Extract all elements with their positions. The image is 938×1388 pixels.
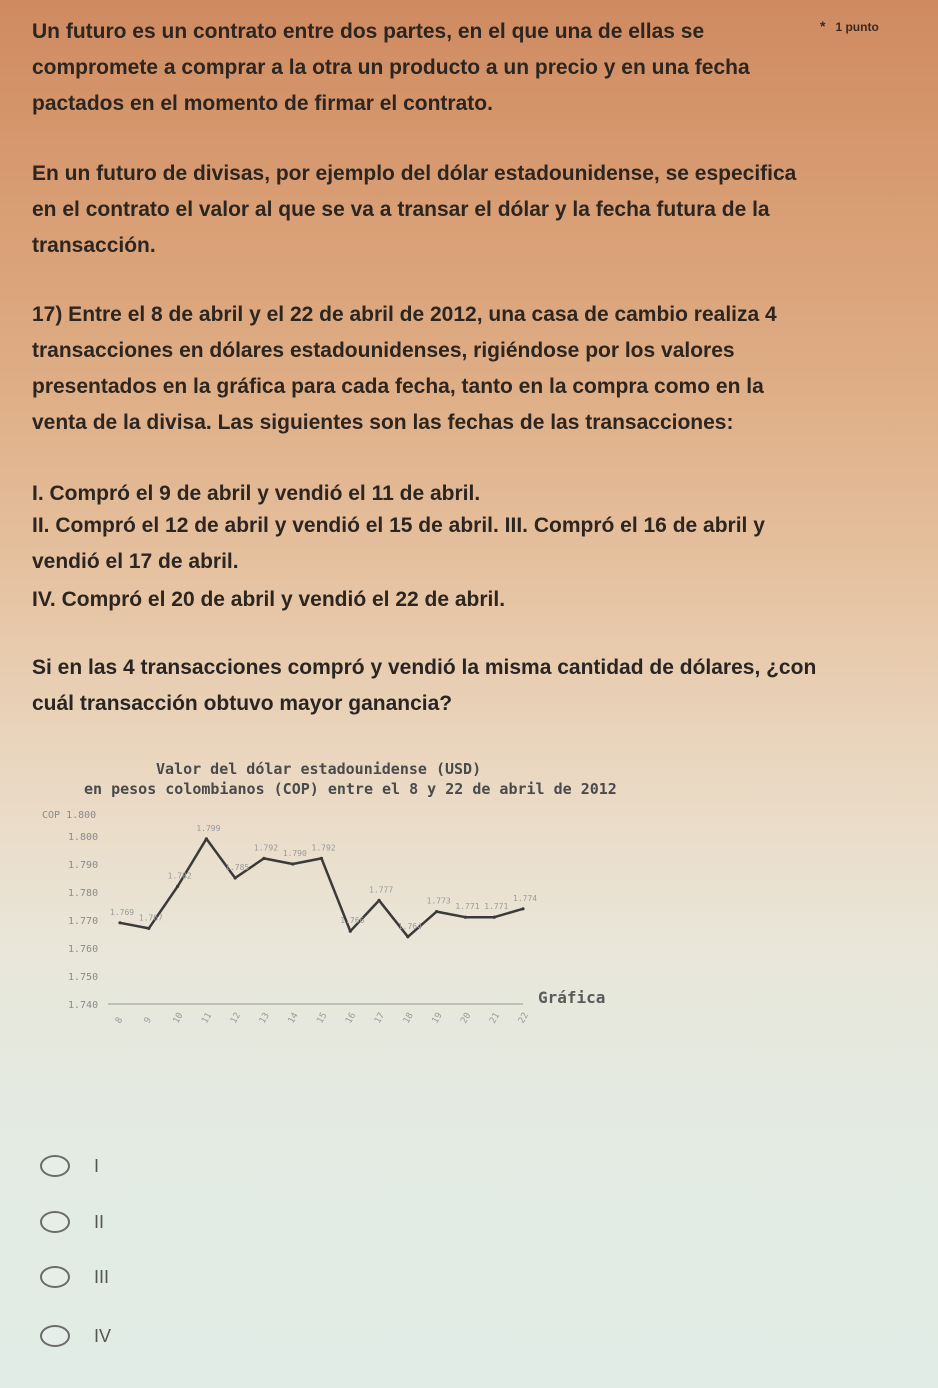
data-point — [234, 876, 237, 879]
data-point — [521, 907, 524, 910]
series-line — [120, 839, 523, 937]
intro-paragraph-2: En un futuro de divisas, por ejemplo del dólar estadounidense, se especifica en el contrato el valor al que se va a transar el dólar y la fecha futura de la transacción. — [32, 162, 797, 257]
x-tick-label: 17 — [373, 1011, 388, 1026]
data-label: 1.774 — [513, 893, 538, 903]
option-label: I — [94, 1155, 100, 1176]
radio-button[interactable] — [40, 1211, 70, 1233]
x-tick-label: 19 — [430, 1011, 445, 1026]
y-tick-label: 1.780 — [68, 888, 99, 899]
data-label: 1.792 — [311, 843, 336, 853]
data-label: 1.764 — [397, 921, 422, 931]
y-axis-label: COP 1.800 — [42, 810, 97, 821]
radio-button[interactable] — [40, 1325, 70, 1347]
intro-paragraph-1: Un futuro es un contrato entre dos partes, en el que una de ellas se compromete a comprar a la otra un producto a un precio y en una fecha pactados en el momento de firmar el contrato. — [32, 20, 750, 115]
data-point — [349, 930, 352, 933]
data-label: 1.769 — [110, 907, 135, 917]
y-tick-label: 1.770 — [68, 916, 99, 927]
data-label: 1.792 — [253, 843, 279, 853]
data-label: 1.773 — [426, 896, 451, 906]
radio-button[interactable] — [40, 1266, 70, 1288]
chart-subtitle: en pesos colombianos (COP) entre el 8 y 22 de abril de 2012 — [84, 780, 617, 798]
x-tick-label: 20 — [459, 1011, 474, 1026]
data-point — [493, 916, 496, 919]
data-point — [262, 857, 265, 860]
x-tick-label: 12 — [229, 1011, 244, 1026]
data-point — [118, 921, 121, 924]
data-label: 1.785 — [225, 863, 250, 872]
data-label: 1.790 — [282, 849, 307, 858]
option-label: II — [94, 1211, 105, 1232]
data-label: 1.767 — [138, 913, 163, 923]
transaction-i: I. Compró el 9 de abril y vendió el 11 de abril. — [32, 482, 481, 505]
x-tick-label: 16 — [344, 1011, 359, 1026]
required-asterisk: * — [820, 18, 826, 34]
x-tick-label: 15 — [315, 1011, 330, 1026]
question-text: 17) Entre el 8 de abril y el 22 de abril de 2012, una casa de cambio realiza 4 transacciones en dólares estadounidenses, rigiéndose por los valores presentados en la gráfica para cada fecha, tanto en la compra como en la venta de la divisa. Las siguientes son las fechas de las transacciones: — [32, 303, 777, 434]
data-point — [147, 927, 150, 930]
option-iii[interactable] — [40, 1260, 109, 1294]
data-label: 1.782 — [167, 871, 192, 881]
data-label: 1.799 — [196, 823, 221, 833]
data-point — [291, 862, 294, 865]
x-tick-label: 8 — [113, 1015, 126, 1026]
data-point — [377, 899, 380, 902]
chart-plot — [28, 752, 628, 1052]
option-ii[interactable] — [40, 1205, 104, 1239]
points-label: 1 punto — [835, 20, 879, 34]
x-tick-label: 13 — [257, 1011, 272, 1026]
data-point — [205, 837, 208, 840]
data-point — [176, 885, 179, 888]
x-tick-label: 21 — [488, 1011, 503, 1026]
x-tick-label: 11 — [200, 1011, 215, 1026]
x-tick-label: 9 — [142, 1015, 155, 1026]
y-tick-label: 1.760 — [68, 944, 99, 955]
y-tick-label: 1.750 — [68, 972, 99, 983]
x-tick-label: 14 — [286, 1011, 301, 1026]
option-i[interactable] — [40, 1149, 99, 1183]
transaction-ii-iii: II. Compró el 12 de abril y vendió el 15 de abril. III. Compró el 16 de abril y vendió el 17 de abril. — [32, 514, 765, 573]
exchange-rate-chart — [28, 752, 628, 1052]
radio-button[interactable] — [40, 1155, 70, 1177]
data-point — [320, 857, 323, 860]
x-tick-label: 18 — [401, 1011, 416, 1026]
y-tick-label: 1.790 — [68, 860, 99, 871]
option-label: III — [94, 1266, 110, 1287]
chart-title: Valor del dólar estadounidense (USD) — [156, 760, 482, 778]
data-label: 1.771 — [455, 902, 480, 912]
data-point — [464, 916, 467, 919]
data-point — [406, 935, 409, 938]
transaction-iv: IV. Compró el 20 de abril y vendió el 22 de abril. — [32, 588, 506, 611]
closing-question: Si en las 4 transacciones compró y vendió la misma cantidad de dólares, ¿con cuál transacción obtuvo mayor ganancia? — [32, 656, 817, 715]
data-point — [435, 910, 438, 913]
option-label: IV — [94, 1325, 112, 1346]
x-tick-label: 22 — [516, 1011, 532, 1026]
data-label: 1.771 — [484, 902, 509, 912]
data-label: 1.766 — [340, 916, 365, 926]
data-label: 1.777 — [369, 885, 394, 895]
points-indicator — [820, 18, 879, 34]
y-tick-label: 1.800 — [68, 832, 99, 843]
x-tick-label: 10 — [171, 1011, 186, 1026]
y-tick-label: 1.740 — [68, 1000, 99, 1011]
chart-caption: Gráfica — [538, 988, 606, 1007]
option-iv[interactable] — [40, 1319, 111, 1353]
